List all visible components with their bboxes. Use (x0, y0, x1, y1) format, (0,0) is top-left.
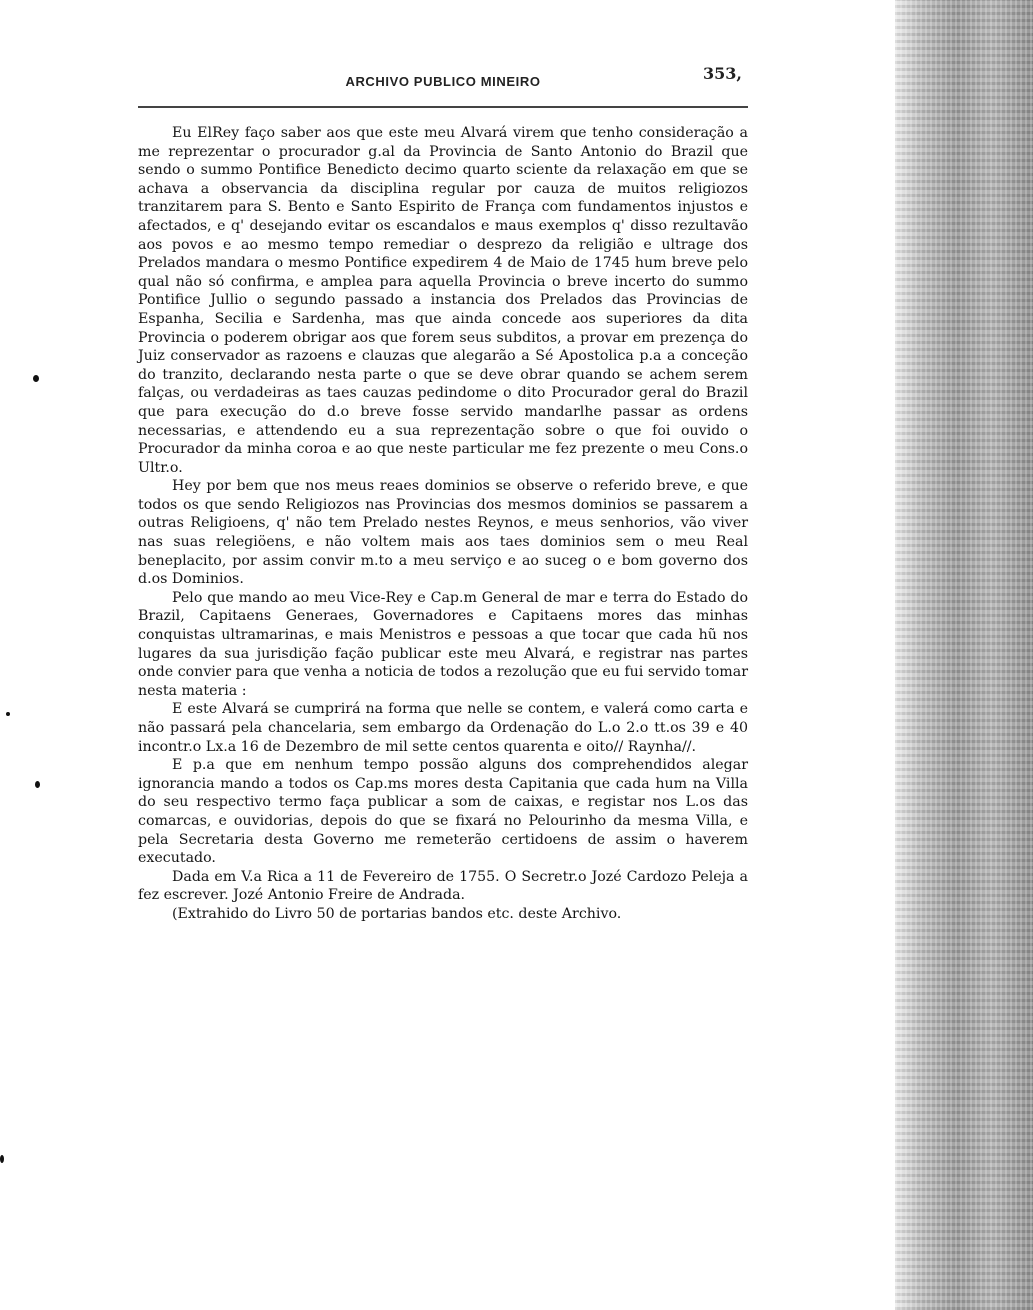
ink-speck (35, 781, 40, 788)
ink-speck (6, 712, 10, 716)
scan-edge (895, 0, 1033, 1310)
ink-speck (0, 1155, 4, 1163)
running-title: ARCHIVO PUBLICO MINEIRO (345, 74, 541, 89)
paragraph-2: Hey por bem que nos meus reaes dominios se observe o referido breve, e que todos os que sendo Religiozos nas Provincias dos mesmos dominios se passarem a outras Religioens, q' não tem Prelado nestes Reynos, e meus senhorios, vão viver nas suas relegiöens, e não voltem mais aos taes dominios sem o meu Real beneplacito, por assim convir m.to a meu serviço e ao suceg o e bom governo dos d.os Dominios. (138, 478, 748, 588)
paragraph-7: (Extrahido do Livro 50 de portarias bandos etc. deste Archivo. (172, 905, 622, 922)
ink-speck (33, 375, 39, 382)
paragraph-4: E este Alvará se cumprirá na forma que nelle se contem, e valerá como carta e não passará pela chancelaria, sem embargo da Ordenação do L.o 2.o tt.os 39 e 40 incontr.o Lx.a 16 de Dezembro de mil sette centos quarenta e oito// Raynha//. (138, 701, 748, 755)
header-rule (138, 106, 748, 108)
page-number: 353, (703, 64, 742, 83)
running-head (138, 60, 748, 96)
document-page (138, 60, 748, 924)
paragraph-1: Eu ElRey faço saber aos que este meu Alvará virem que tenho consideração a me reprezentar o procurador g.al da Provincia de Santo Antonio do Brazil que sendo o summo Pontifice Benedicto decimo quarto sciente da relaxação em que se achava a observancia da disciplina regular por cauza de muitos religiozos tranzitarem para S. Bento e Santo Espirito de França com fundamentos injustos e afectados, e q' desejando evitar os escandalos e maus exemplos q' disso rezultavão aos povos e ao mesmo tempo remediar o desprezo da religião e ultrage dos Prelados mandara o mesmo Pontifice expedirem 4 de Maio de 1745 hum breve pelo qual não só confirma, e amplea para aquella Provincia o breve incerto do summo Pontifice Jullio o segundo passado a instancia dos Prelados das Provincias de Espanha, Secilia e Sardenha, mas que ainda concede aos superiores da dita Provincia o poderem obrigar aos que forem seus subditos, a provar em prezença do Juiz conservador as razoens e clauzas que alegarão a Sé Apostolica p.a a conceção do tranzito, declarando nesta parte o que se deve obrar quando se achem serem falças, ou verdadeiras as taes cauzas pedindome o dito Procurador geral do Brazil que para execução do d.o breve fosse servido mandarlhe passar as ordens necessarias, e attendendo eu a sua reprezentação sobre o que foi ouvido o Procurador da minha coroa e ao que neste particular me fez prezente o meu Cons.o Ultr.o. (138, 125, 748, 476)
paragraph-6: Dada em V.a Rica a 11 de Fevereiro de 1755. O Secretr.o Jozé Cardozo Peleja a fez escrever. Jozé Antonio Freire de Andrada. (138, 868, 748, 904)
paragraph-3: Pelo que mando ao meu Vice-Rey e Cap.m General de mar e terra do Estado do Brazil, Capitaens Generaes, Governadores e Capitaens mores das minhas conquistas ultramarinas, e mais Menistros e pessoas a que tocar que cada hũ nos lugares da sua jurisdição fação publicar este meu Alvará, e registrar nas partes onde convier para que venha a noticia de todos a rezolução que eu fui servido tomar nesta materia : (138, 589, 748, 699)
paragraph-5: E p.a que em nenhum tempo possão alguns dos comprehendidos alegar ignorancia mando a todos os Cap.ms mores desta Capitania que cada hum na Villa do seu respectivo termo faça publicar a som de caixas, e registar nos L.os das comarcas, e ouvidorias, depois do que se fixará no Pelourinho da mesma Villa, e pela Secretaria desta Governo me remeterão certidoens de assim o haverem executado. (138, 757, 748, 867)
